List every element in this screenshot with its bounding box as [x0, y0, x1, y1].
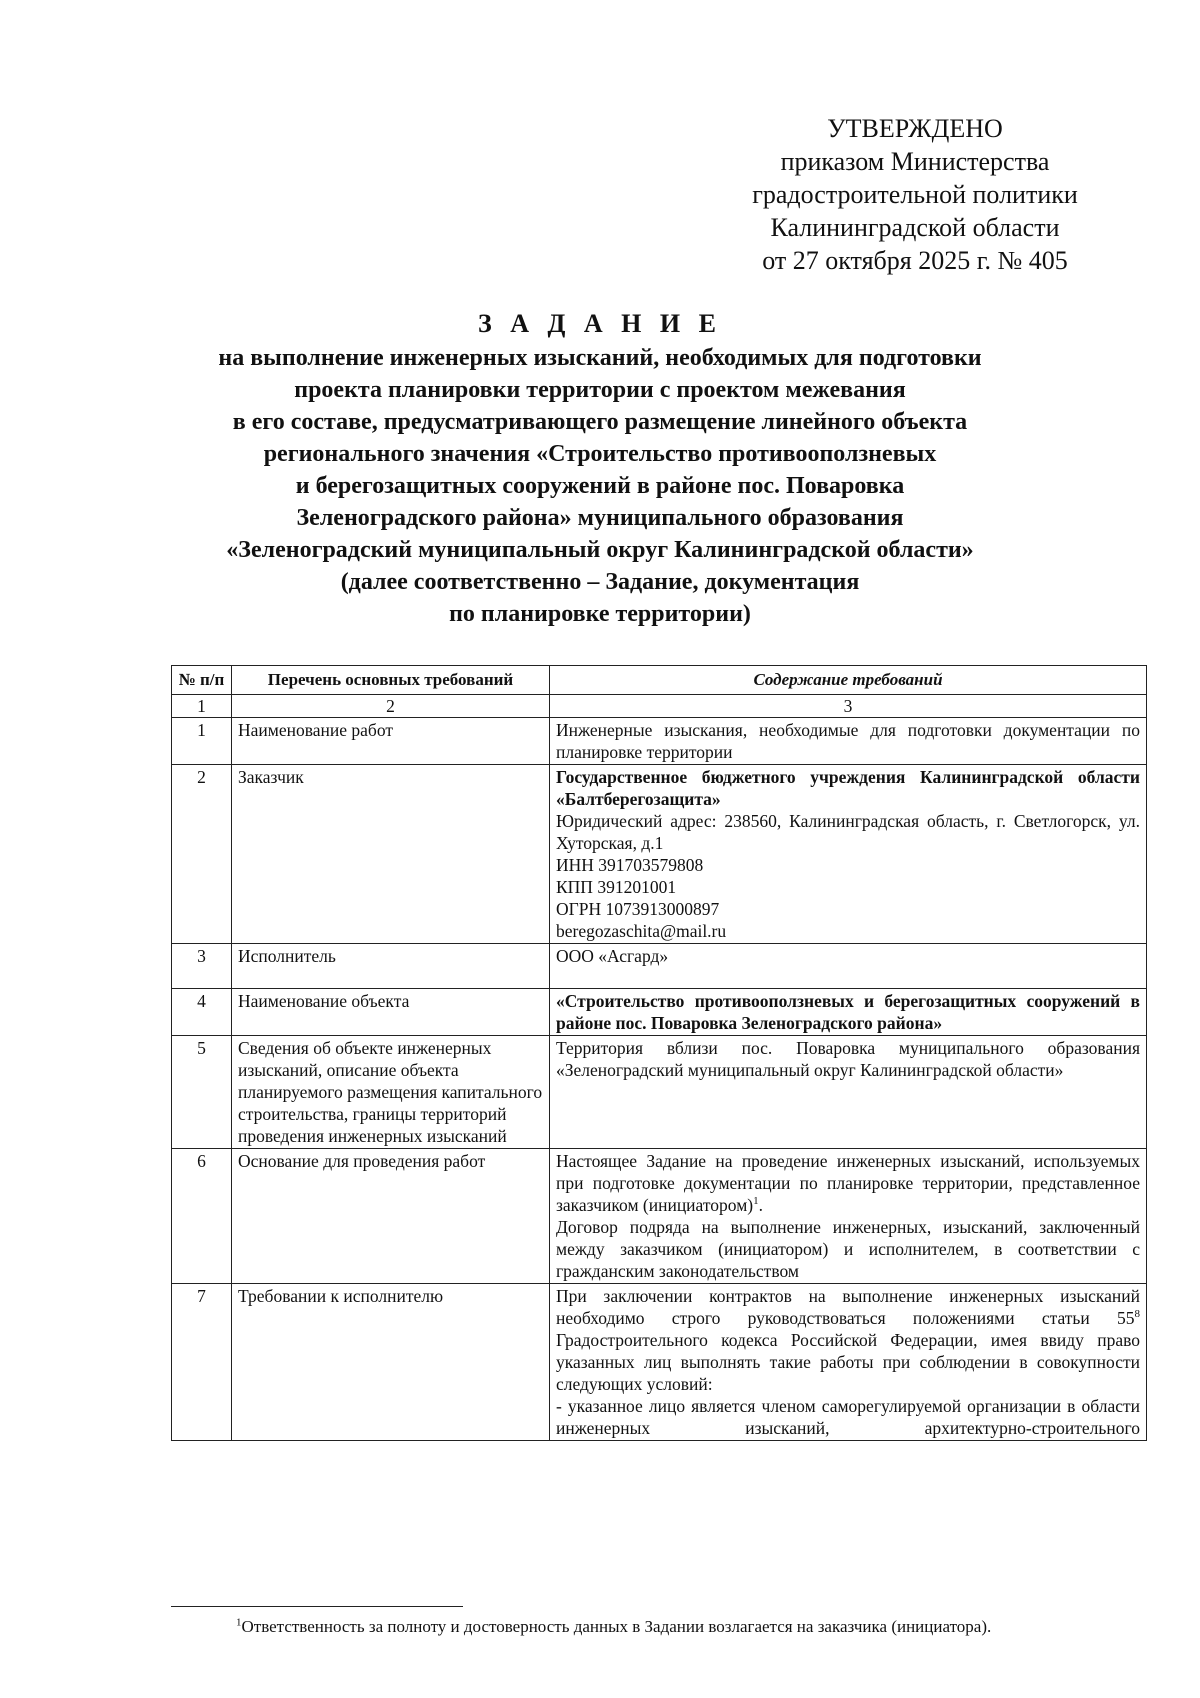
approval-line: приказом Министерства [780, 147, 1050, 176]
row-num: 5 [172, 1036, 232, 1149]
footnote-mark: 1 [236, 1616, 242, 1629]
approval-line: Калининградской области [770, 213, 1060, 242]
customer-name: Государственное бюджетного учреждения Калининградской области «Балтберегозащита» [556, 767, 1140, 809]
content-text: - указанное лицо является членом саморегулируемой организации в области инженерных изысканий, архитектурно-строительного [556, 1396, 1140, 1438]
title-line: по планировке территории) [449, 601, 751, 627]
index-cell: 3 [550, 695, 1147, 718]
row-num: 3 [172, 944, 232, 989]
row-num: 2 [172, 765, 232, 944]
approval-line: градостроительной политики [752, 180, 1078, 209]
customer-kpp: КПП 391201001 [556, 877, 677, 897]
table-row [172, 1036, 1147, 1149]
approval-line: УТВЕРЖДЕНО [827, 114, 1003, 143]
row-name: Заказчик [232, 765, 550, 944]
content-text-part: Настоящее Задание на проведение инженерных изысканий, используемых при подготовке документации по планировке территории, представленное заказчиком (инициатором) [556, 1151, 1140, 1215]
row-name: Требовании к исполнителю [232, 1284, 550, 1441]
row-content [550, 989, 1147, 1036]
row-content [550, 1284, 1147, 1441]
customer-ogrn: ОГРН 1073913000897 [556, 899, 720, 919]
footnote-text: Ответственность за полноту и достоверность данных в Задании возлагается на заказчика (инициатора). [241, 1617, 992, 1636]
object-name: «Строительство противооползневых и берегозащитных сооружений в районе пос. Поваровка Зеленоградского района» [556, 991, 1140, 1033]
table-header-row [172, 666, 1147, 695]
content-text-part: При заключении контрактов на выполнение инженерных изысканий необходимо строго руководствоваться положениями статьи 55 [556, 1286, 1140, 1328]
row-name: Сведения об объекте инженерных изысканий, описание объекта планируемого размещения капитального строительства, границы территорий проведения инженерных изысканий [232, 1036, 550, 1149]
content-text: Договор подряда на выполнение инженерных, изысканий, заключенный между заказчиком (инициатором) и исполнителем, в соответствии с гражданским законодательством [556, 1217, 1140, 1281]
index-cell: 2 [232, 695, 550, 718]
content-text: ООО «Асгард» [556, 946, 669, 966]
row-name: Наименование объекта [232, 989, 550, 1036]
row-name: Наименование работ [232, 718, 550, 765]
customer-address: Юридический адрес: 238560, Калининградская область, г. Светлогорск, ул. Хуторская, д.1 [556, 811, 1140, 853]
content-text-part: Градостроительного кодекса Российской Федерации, имея ввиду право указанных лиц выполнять такие работы при соблюдении в совокупности следующих условий: [556, 1330, 1140, 1394]
index-cell: 1 [172, 695, 232, 718]
row-num: 1 [172, 718, 232, 765]
row-content [550, 718, 1147, 765]
table-row [172, 989, 1147, 1036]
row-content [550, 765, 1147, 944]
title-line: регионального значения «Строительство противооползневых [263, 441, 937, 467]
requirements-table [171, 665, 1147, 1441]
content-text [556, 1285, 1140, 1395]
title-line: проекта планировки территории с проектом межевания [294, 377, 906, 403]
row-content [550, 1036, 1147, 1149]
title-line: Зеленоградского района» муниципального образования [296, 505, 904, 531]
article-superscript: 8 [1134, 1308, 1140, 1321]
row-name: Основание для проведения работ [232, 1149, 550, 1284]
content-text-part: . [758, 1195, 763, 1215]
footnote-ref: 1 [753, 1195, 759, 1208]
row-name: Исполнитель [232, 944, 550, 989]
content-text: Инженерные изыскания, необходимые для подготовки документации по планировке территории [556, 720, 1140, 762]
content-text: Территория вблизи пос. Поваровка муниципального образования «Зеленоградский муниципальный округ Калининградской области» [556, 1038, 1140, 1080]
customer-email: beregozaschita@mail.ru [556, 921, 727, 941]
table-row [172, 718, 1147, 765]
row-content [550, 944, 1147, 989]
approval-line: от 27 октября 2025 г. № 405 [762, 246, 1068, 275]
table-row [172, 1284, 1147, 1441]
table-row [172, 765, 1147, 944]
footnote [236, 1617, 991, 1637]
row-num: 7 [172, 1284, 232, 1441]
document-title [150, 308, 1050, 630]
footnote-divider [171, 1606, 463, 1607]
title-heading: З А Д А Н И Е [478, 309, 722, 338]
title-line: (далее соответственно – Задание, документация [340, 569, 860, 595]
table-row [172, 1149, 1147, 1284]
header-requirements: Перечень основных требований [232, 666, 550, 695]
header-num: № п/п [172, 666, 232, 695]
title-line: в его составе, предусматривающего размещение линейного объекта [232, 409, 968, 435]
customer-inn: ИНН 391703579808 [556, 855, 704, 875]
content-text [556, 1150, 1140, 1216]
row-content [550, 1149, 1147, 1284]
title-line: «Зеленоградский муниципальный округ Калининградской области» [226, 537, 974, 563]
approval-stamp [700, 112, 1130, 277]
table-row [172, 944, 1147, 989]
header-content: Содержание требований [550, 666, 1147, 695]
row-num: 4 [172, 989, 232, 1036]
title-line: и берегозащитных сооружений в районе пос. Поваровка [295, 473, 905, 499]
table-index-row [172, 695, 1147, 718]
row-num: 6 [172, 1149, 232, 1284]
title-line: на выполнение инженерных изысканий, необходимых для подготовки [218, 345, 982, 371]
